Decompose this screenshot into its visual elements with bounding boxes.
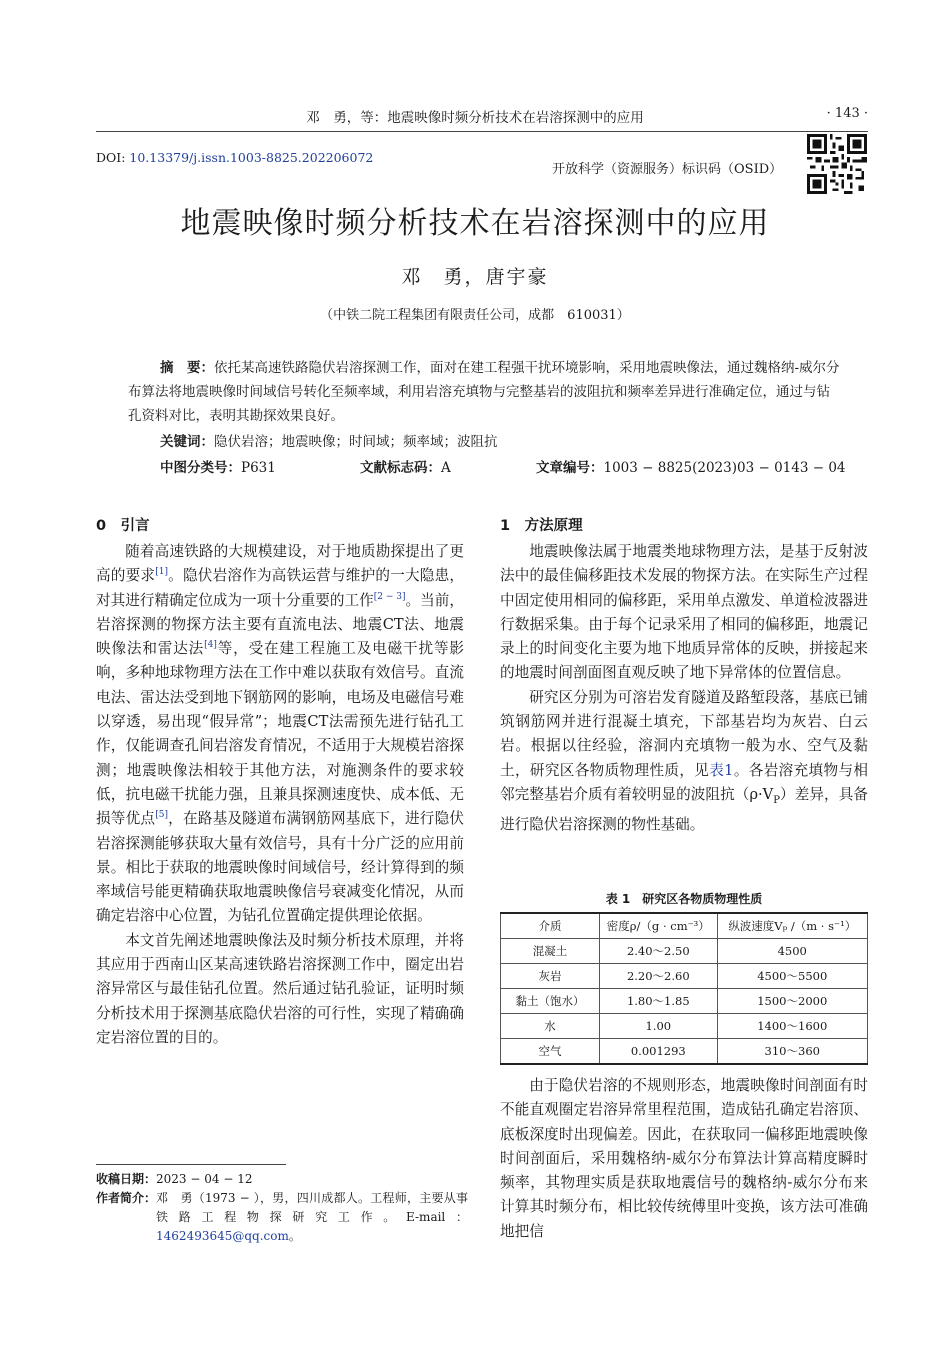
article-number-value: 1003 − 8825(2023)03 − 0143 − 04 (603, 460, 846, 476)
footnote-rule (96, 1164, 286, 1165)
section-0-paragraph-1: 随着高速铁路的大规模建设，对于地质勘探提出了更高的要求[1]。隐伏岩溶作为高铁运营与维护的一大隐患，对其进行精确定位成为一项十分重要的工作[2 − 3]。当前，岩溶探测的物探方法主要有直流电法、地震CT法、地震映像法和雷达法[4]等，受在建工程施工及电磁干扰等影响，多种地球物理方法在工作中难以获取有效信号。直流电法、雷达法受到地下钢筋网的影响，电场及电磁信号难以穿透，易出现“假异常”；地震CT法需预先进行钻孔工作，仅能调查孔间岩溶发育情况，不适用于大规模岩溶探测；地震映像法相较于其他方法，对施测条件的要求较低，抗电磁干扰能力强，且兼具探测速度快、成本低、无损等优点[5]，在路基及隧道布满钢筋网基底下，进行隐伏岩溶探测能够获取大量有效信号，具有十分广泛的应用前景。相比于获取的地震映像时间域信号，经计算得到的频率域信号能更精确获取地震映像信号衰减变化情况，从而确定岩溶中心位置，为钻孔位置确定提供理论依据。 (96, 543, 464, 925)
abstract (128, 356, 840, 428)
table-cell: 混凝土 (501, 939, 600, 964)
doc-code (360, 456, 451, 480)
author-bio: 作者简介： 邓 勇（1973 − ），男，四川成都人。工程师，主要从事铁路工程物探研究工作。E-mail：1462493645@qq.com。 (96, 1191, 468, 1243)
author-email-link[interactable]: 1462493645@qq.com (156, 1229, 289, 1243)
page-number: · 143 · (826, 106, 868, 121)
table-row (501, 939, 868, 964)
table-header-cell: 介质 (501, 913, 600, 939)
left-column (96, 514, 464, 1050)
table-cell: 0.001293 (600, 1039, 717, 1065)
section-0-paragraph-2: 本文首先阐述地震映像法及时频分析技术原理，并将其应用于西南山区某高速铁路岩溶探测工作中，圈定出岩溶异常区与最佳钻孔位置。然后通过钻孔验证，证明时频分析技术用于探测基底隐伏岩溶的可行性，实现了精确确定岩溶位置的目的。 (96, 931, 464, 1046)
abstract-text: 依托某高速铁路隐伏岩溶探测工作，面对在建工程强干扰环境影响，采用地震映像法，通过魏格纳-威尔分布算法将地震映像时间域信号转化至频率域，利用岩溶充填物与完整基岩的波阻抗和频率差异进行准确定位，通过与钻孔资料对比，表明其勘探效果良好。 (128, 360, 840, 424)
section-1-heading: 1 方法原理 (500, 518, 583, 534)
citation-5[interactable]: [5] (155, 810, 168, 821)
keywords-label: 关键词： (160, 434, 214, 450)
clc-label: 中图分类号： (160, 460, 241, 476)
doi-link[interactable]: 10.13379/j.issn.1003-8825.202206072 (129, 150, 374, 165)
table-row (501, 989, 868, 1014)
section-1-paragraph-1: 地震映像法属于地震类地球物理方法，是基于反射波法中的最佳偏移距技术发展的物探方法。在实际生产过程中固定使用相同的偏移距，采用单点激发、单道检波器进行数据采集。由于每个记录采用了相同的偏移距，地震记录上的时间变化主要为地下地质异常体的反映，拼接起来的地震时间剖面图直观反映了地下异常体的位置信息。 (500, 543, 868, 682)
table-cell: 1.00 (600, 1014, 717, 1039)
table-cell: 水 (501, 1014, 600, 1039)
doi-label: DOI: (96, 150, 130, 165)
table-cell: 灰岩 (501, 964, 600, 989)
osid-label: 开放科学（资源服务）标识码（OSID） (552, 162, 783, 177)
table-cell: 黏土（饱水） (501, 989, 600, 1014)
abstract-label: 摘 要： (160, 360, 214, 376)
table-1-reference[interactable]: 表1 (709, 761, 734, 779)
doi (96, 150, 373, 165)
article-number (536, 456, 846, 480)
table-cell: 1400～1600 (717, 1014, 867, 1039)
table-cell: 1500～2000 (717, 989, 867, 1014)
table-header-cell: 纵波速度Vₚ /（m · s⁻¹） (717, 913, 867, 939)
citation-4[interactable]: [4] (204, 640, 217, 651)
article-number-label: 文章编号： (536, 460, 604, 476)
clc (160, 456, 276, 480)
citation-2-3[interactable]: [2 − 3] (373, 591, 406, 602)
table-header-row (501, 913, 868, 939)
properties-table (500, 912, 868, 1065)
citation-1[interactable]: [1] (155, 567, 168, 578)
received-date: 收稿日期：2023 − 04 − 12 (96, 1172, 253, 1186)
table-header-cell: 密度ρ/（g · cm⁻³） (600, 913, 717, 939)
table-cell: 空气 (501, 1039, 600, 1065)
affiliation: （中铁二院工程集团有限责任公司，成都 610031） (320, 308, 630, 323)
footnote (96, 1170, 468, 1246)
keywords-text: 隐伏岩溶；地震映像；时间域；频率域；波阻抗 (214, 434, 498, 450)
table-row (501, 964, 868, 989)
paper-title: 地震映像时频分析技术在岩溶探测中的应用 (180, 206, 770, 241)
doc-code-value: A (441, 460, 451, 476)
header-rule (96, 131, 868, 132)
table-1-caption: 表 1 研究区各物质物理性质 (605, 892, 763, 906)
table-cell: 1.80～1.85 (600, 989, 717, 1014)
doc-code-label: 文献标志码： (360, 460, 441, 476)
authors: 邓 勇，唐宇豪 (401, 266, 549, 288)
section-0-heading: 0 引言 (96, 518, 150, 534)
table-cell: 4500 (717, 939, 867, 964)
table-cell: 4500～5500 (717, 964, 867, 989)
section-1-paragraph-2: 研究区分别为可溶岩发育隧道及路堑段落，基底已铺筑钢筋网并进行混凝土填充，下部基岩均为灰岩、白云岩。根据以往经验，溶洞内充填物一般为水、空气及黏土，研究区各物质物理性质，见表1。各岩溶充填物与相邻完整基岩介质有着较明显的波阻抗$(\rho\cdot V_P)$差异，具备进行隐伏岩溶探测的物性基础。 (500, 688, 868, 834)
table-cell: 2.40～2.50 (600, 939, 717, 964)
table-row (501, 1014, 868, 1039)
table-cell: 2.20～2.60 (600, 964, 717, 989)
table-row (501, 1039, 868, 1065)
right-column-bottom (500, 1074, 868, 1244)
table-cell: 310～360 (717, 1039, 867, 1065)
clc-value: P631 (241, 460, 276, 476)
running-title: 邓 勇，等：地震映像时频分析技术在岩溶探测中的应用 (306, 110, 644, 126)
keywords (160, 430, 498, 454)
right-column-top (500, 514, 868, 837)
section-1-paragraph-3: 由于隐伏岩溶的不规则形态，地震映像时间剖面有时不能直观圈定岩溶异常里程范围，造成钻孔确定岩溶顶、底板深度时出现偏差。因此，在获取同一偏移距地震映像时间剖面后，采用魏格纳-威尔分布算法计算高精度瞬时频率，其物理实质是获取地震信号的魏格纳-威尔分布来计算其时频分布，相比较传统傅里叶变换，该方法可准确地把信 (500, 1077, 868, 1240)
qr-code-icon[interactable] (807, 134, 867, 194)
